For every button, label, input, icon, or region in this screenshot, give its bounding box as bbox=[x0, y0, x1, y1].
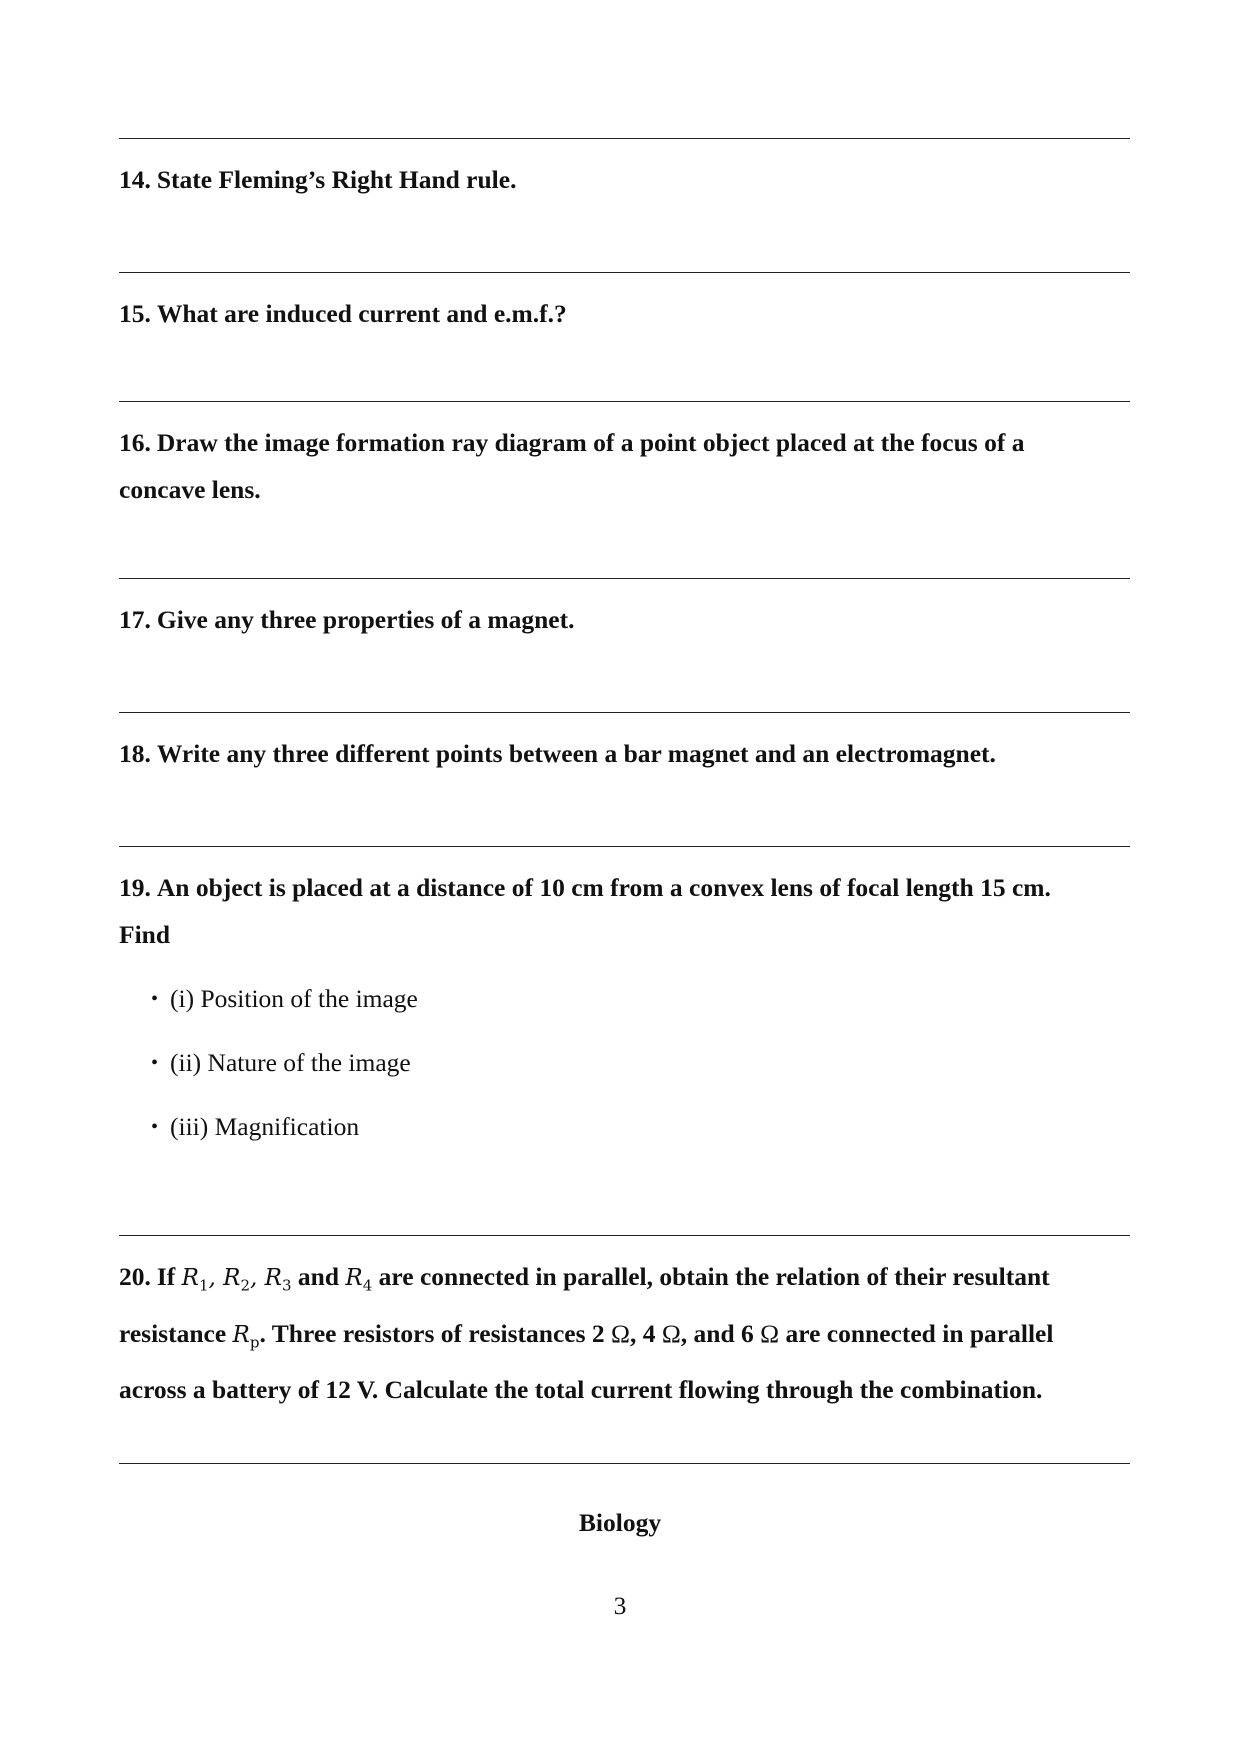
divider-top bbox=[119, 138, 1130, 139]
question-text: resistance bbox=[119, 1318, 227, 1348]
question-text: are connected in parallel bbox=[785, 1318, 1054, 1348]
question-text: and bbox=[297, 1262, 340, 1291]
list-item bbox=[151, 1038, 418, 1102]
question-text: State Fleming’s Right Hand rule. bbox=[156, 165, 517, 194]
divider bbox=[119, 712, 1130, 713]
divider bbox=[119, 401, 1130, 402]
ohm-symbol: Ω bbox=[760, 1318, 780, 1348]
divider bbox=[119, 846, 1130, 847]
question-text-line2: concave lens. bbox=[119, 475, 261, 504]
question-number: 18. bbox=[119, 739, 151, 768]
question-number: 14. bbox=[119, 165, 151, 194]
symbol-r4: $R_4$ bbox=[345, 1265, 373, 1295]
symbol-r1: $R_1$, $R_2$, $R_3$ bbox=[181, 1265, 292, 1295]
question-16 bbox=[119, 419, 1130, 513]
symbol-rp: $R_p$ bbox=[232, 1321, 260, 1352]
question-text-line3: across a battery of 12 V. Calculate the total current flowing through the combination. bbox=[119, 1375, 1043, 1405]
bullet-icon: • bbox=[151, 988, 159, 1010]
page-number: 3 bbox=[613, 1591, 627, 1620]
divider bbox=[119, 578, 1130, 579]
question-text: Write any three different points between a bar magnet and an electromagnet. bbox=[156, 739, 996, 768]
question-19 bbox=[119, 864, 1130, 958]
question-number: 15. bbox=[119, 299, 151, 328]
question-number: 16. bbox=[119, 428, 151, 457]
bullet-icon: • bbox=[151, 1116, 159, 1138]
question-number: 17. bbox=[119, 605, 151, 634]
ohm-symbol: Ω bbox=[611, 1318, 630, 1348]
question-text: are connected in parallel, obtain the relation of their resultant bbox=[378, 1262, 1050, 1291]
list-item-text: (ii) Nature of the image bbox=[170, 1048, 411, 1077]
list-item-text: (i) Position of the image bbox=[170, 984, 418, 1013]
question-number: 20. bbox=[119, 1262, 151, 1291]
sub-question-list bbox=[151, 974, 418, 1166]
divider bbox=[119, 1463, 1130, 1464]
question-15 bbox=[119, 290, 1130, 337]
list-item bbox=[151, 1102, 418, 1166]
question-text-line1: An object is placed at a distance of 10 cm from a convex lens of focal length 15 cm. bbox=[156, 873, 1051, 902]
divider bbox=[119, 272, 1130, 273]
question-text: , 4 bbox=[629, 1318, 656, 1348]
section-title: Biology bbox=[578, 1508, 662, 1537]
question-text: If bbox=[156, 1262, 176, 1291]
question-18 bbox=[119, 730, 1130, 777]
question-text: What are induced current and e.m.f.? bbox=[156, 299, 567, 328]
divider bbox=[119, 1235, 1130, 1236]
list-item-text: (iii) Magnification bbox=[170, 1112, 360, 1141]
question-text-line1: Draw the image formation ray diagram of a point object placed at the focus of a bbox=[156, 428, 1025, 457]
list-item bbox=[151, 974, 418, 1038]
question-17 bbox=[119, 596, 1130, 643]
question-text: . Three resistors of resistances 2 bbox=[259, 1318, 605, 1348]
question-14 bbox=[119, 156, 1130, 203]
question-number: 19. bbox=[119, 873, 151, 902]
question-20 bbox=[119, 1253, 1130, 1413]
question-text: Give any three properties of a magnet. bbox=[156, 605, 575, 634]
question-text-line2: Find bbox=[119, 920, 171, 949]
question-text: , and 6 bbox=[680, 1318, 754, 1348]
ohm-symbol: Ω bbox=[661, 1318, 681, 1348]
bullet-icon: • bbox=[151, 1052, 159, 1074]
